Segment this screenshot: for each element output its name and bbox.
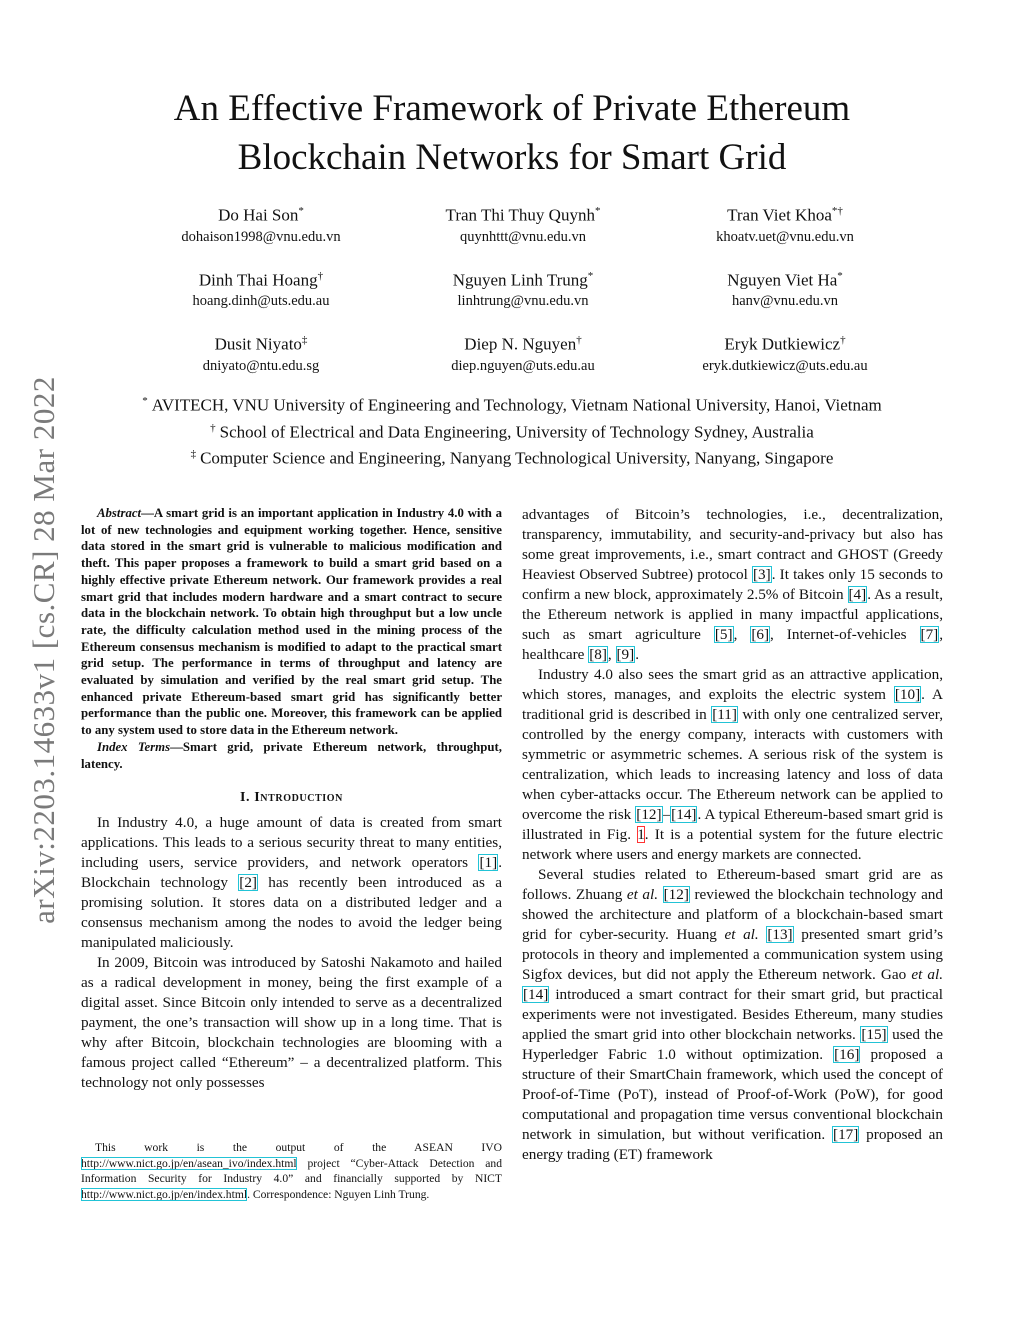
affiliation-list — [80, 390, 944, 470]
index-terms-label: Index Terms — [97, 739, 171, 754]
text-run: Several studies related to Ethereum-based smart grid are as follows. Zhuang — [522, 866, 943, 903]
citation-link[interactable]: [13] — [767, 926, 793, 943]
text-run: has recently been introduced as a promising solution. It stores data on a distributed ledger and a consensus mechanism among the nodes to avoid the ledger being manipulated maliciously. — [81, 874, 502, 952]
affiliation-mark: † — [210, 421, 216, 434]
index-terms: Index Terms—Smart grid, private Ethereum network, throughput, latency. — [81, 739, 502, 771]
citation-link[interactable]: [8] — [589, 646, 607, 663]
citation-link[interactable]: [2] — [239, 874, 257, 892]
citation-link[interactable]: [5] — [714, 626, 733, 643]
citation-link[interactable]: [10] — [894, 686, 921, 703]
author-affiliation-mark: * — [298, 205, 304, 217]
affiliation-mark: * — [142, 395, 148, 407]
text-run: . A typical Ethereum-based smart grid is illustrated in Fig. — [522, 806, 943, 843]
author-block — [654, 329, 916, 376]
author-block — [392, 200, 654, 247]
text-run: , Internet-of-vehicles — [770, 626, 920, 643]
author-email: linhtrung@vnu.edu.vn — [457, 293, 589, 310]
paragraph — [522, 665, 943, 865]
author-name: Tran Thi Thuy Quynh — [445, 205, 595, 225]
paragraph: In 2009, Bitcoin was introduced by Satoshi Nakamoto and hailed as a radical development in money, being the first example of a digital asset. Since Bitcoin only intended to serve as a decentralized payment, the one’s transaction will show up in a long time. That is why after Bitcoin, blockchain technologies are blooming with a famous project called “Ethereum” – a decentralized platform. This technology not only possesses — [81, 954, 502, 1092]
citation-link[interactable]: [3] — [753, 566, 771, 583]
affiliation-line — [80, 390, 944, 417]
text-run: . — [635, 646, 640, 663]
author-email: eryk.dutkiewicz@uts.edu.au — [702, 357, 868, 374]
left-column — [81, 505, 502, 1093]
author-name: Dusit Niyato — [214, 334, 302, 354]
text-run: reviewed the blockchain technology and showed the architecture and platform of a blockchain-based smart grid for cyber-security. Huang — [522, 886, 943, 943]
author-affiliation-mark: * — [587, 269, 594, 282]
abstract: Abstract—A smart grid is an important application in Industry 4.0 with a lot of new technologies and equipment working together. Hence, sensitive data stored in the smart grid is vulnerable to malicious modification and theft. This paper proposes a framework to build a smart grid based on a highly effective private Ethereum network. Our framework provides a real smart grid that includes modern hardware and a smart contract to secure data in the blockchain network. To obtain high throughput but a low uncle rate, the difficulty calculation method used in the mining process of the Ethereum consensus mechanism is modified to adapt to the practical smart grid setup. The performance in terms of throughput and latency are evaluated by simulation and verified by the real smart grid setup. The enhanced private Ethereum-based smart grid has significantly better performance than the public one. Moreover, this framework can be applied to any system used to store data in the Ethereum network. — [81, 506, 502, 738]
author-affiliation-mark: † — [840, 334, 846, 347]
author-name: Diep N. Nguyen — [464, 334, 577, 354]
text-run: . It takes only 15 seconds to confirm a new block, approximately 2.5% of Bitcoin — [522, 566, 943, 603]
index-terms-text: Smart grid, private Ethereum network, throughput, latency. — [81, 739, 502, 771]
affiliation-text: AVITECH, VNU University of Engineering and Technology, Vietnam National University, Hanoi, Vietnam — [151, 395, 882, 415]
text-run: introduced a smart contract for their smart grid, but practical experiments were not investigated. Besides Ethereum, many studies applied the smart grid into other blockchain networks. — [522, 986, 943, 1043]
paragraph — [522, 505, 943, 665]
author-name: Nguyen Linh Trung — [452, 270, 588, 290]
text-run: – — [662, 806, 671, 823]
citation-link[interactable]: [11] — [712, 706, 737, 723]
citation-link[interactable]: [14] — [671, 806, 697, 823]
author-email: hanv@vnu.edu.vn — [732, 293, 838, 310]
text-run: , — [733, 626, 751, 643]
citation-link[interactable]: [12] — [663, 886, 689, 903]
author-list — [130, 200, 916, 376]
citation-link[interactable]: [17] — [833, 1126, 859, 1143]
url-link[interactable]: http://www.nict.go.jp/en/asean_ivo/index.html — [81, 1156, 297, 1170]
author-affiliation-mark: † — [317, 269, 324, 282]
text-run: used the Hyperledger Fabric 1.0 without optimization. — [522, 1026, 943, 1063]
author-email: quynhttt@vnu.edu.vn — [459, 228, 587, 245]
author-name: Nguyen Viet Ha — [727, 270, 838, 290]
author-block — [130, 265, 392, 312]
citation-link[interactable]: [7] — [920, 626, 939, 643]
text-run: . It is a potential system for the future electric network where users and energy markets are connected. — [522, 826, 943, 863]
author-block — [392, 329, 654, 376]
affiliation-text: School of Electrical and Data Engineering, University of Technology Sydney, Australia — [219, 422, 814, 442]
paragraph — [81, 813, 502, 953]
url-link[interactable]: http://www.nict.go.jp/en/index.html — [81, 1187, 248, 1201]
affiliation-mark: ‡ — [190, 448, 197, 461]
text-run: . A traditional grid is described in — [522, 686, 943, 723]
text-run: , — [607, 646, 616, 663]
text-run: . Blockchain technology — [81, 854, 502, 892]
author-name: Tran Viet Khoa — [727, 205, 832, 225]
citation-link[interactable]: [15] — [861, 1026, 887, 1043]
text-run: advantages of Bitcoin’s technologies, i.e., decentralization, transparency, immutability, and security-and-privacy but also has some great improvements, i.e., smart contract and GHOST (Greedy Heaviest Observed Subtree) protocol — [522, 506, 943, 583]
author-affiliation-mark: * — [837, 269, 843, 282]
affiliation-line — [80, 443, 944, 470]
author-affiliation-mark: *† — [831, 205, 843, 217]
text-run: This work is the output of the ASEAN IVO — [95, 1141, 502, 1154]
author-name: Do Hai Son — [218, 205, 299, 225]
text-run: presented smart grid’s protocols in theory and implemented a communication system using Sigfox devices, but did not apply the Ethereum network. Gao — [522, 926, 944, 983]
author-email: khoatv.uet@vnu.edu.vn — [716, 228, 854, 245]
author-block — [130, 329, 392, 376]
author-name: Dinh Thai Hoang — [198, 270, 318, 290]
arxiv-identifier-text: arXiv:2203.14633v1 [cs.CR] 28 Mar 2022 — [26, 376, 62, 924]
author-block — [392, 265, 654, 312]
et-al: et al. — [911, 966, 944, 983]
author-block — [654, 265, 916, 312]
author-block — [130, 200, 392, 247]
text-run: . As a result, the Ethereum network is applied in many impactful applications, such as smart agriculture — [522, 586, 943, 643]
author-affiliation-mark: ‡ — [301, 334, 308, 347]
text-run: In Industry 4.0, a huge amount of data is created from smart applications. This leads to a serious security threat to many entities, including users, service providers, and network operators — [81, 814, 502, 872]
right-column — [522, 505, 943, 1165]
citation-link[interactable]: [6] — [751, 626, 770, 643]
citation-link[interactable]: [16] — [834, 1046, 860, 1063]
author-affiliation-mark: † — [576, 334, 582, 347]
affiliation-line — [80, 417, 944, 444]
paragraph — [522, 865, 943, 1165]
et-al: et al. — [724, 926, 759, 943]
section-number: I. — [239, 790, 251, 806]
author-email: dohaison1998@vnu.edu.vn — [181, 228, 341, 245]
citation-link[interactable]: [12] — [636, 806, 662, 823]
citation-link[interactable]: [4] — [848, 586, 867, 603]
paper-title: An Effective Framework of Private Ethereum Blockchain Networks for Smart Grid — [173, 88, 851, 178]
text-run: proposed an energy trading (ET) framework — [522, 1126, 943, 1163]
author-block — [654, 200, 916, 247]
et-al: et al. — [626, 886, 659, 903]
arxiv-identifier-stamp — [22, 350, 66, 950]
text-run: . Correspondence: Nguyen Linh Trung. — [247, 1187, 430, 1201]
text-run: project “Cyber-Attack Detection and Information Security for Industry 4.0” and financially supported by NICT — [81, 1156, 502, 1185]
author-name: Eryk Dutkiewicz — [724, 334, 841, 354]
author-email: dniyato@ntu.edu.sg — [202, 357, 320, 374]
text-run: Industry 4.0 also sees the smart grid as an attractive application, which stores, manages, and exploits the electric system — [522, 666, 943, 703]
affiliation-text: Computer Science and Engineering, Nanyang Technological University, Nanyang, Singapore — [200, 448, 834, 468]
text-run: proposed a structure of their SmartChain framework, which used the concept of Proof-of-Time (PoT), instead of Proof-of-Work (PoW), for good computational and propagation time versus conventional blockchain network in simulation, but without verification. — [522, 1046, 943, 1143]
figure-link[interactable]: 1 — [637, 826, 645, 843]
citation-link[interactable]: [14] — [523, 986, 549, 1003]
author-affiliation-mark: * — [594, 205, 601, 217]
section-heading — [81, 790, 502, 806]
author-email: hoang.dinh@uts.edu.au — [192, 293, 330, 310]
abstract-label: Abstract — [97, 506, 142, 520]
footnote — [81, 1140, 502, 1202]
citation-link[interactable]: [9] — [616, 646, 635, 663]
text-run: with only one centralized server, controlled by the energy company, interacts with customers with symmetric or asymmetric schemes. A serious risk of the system is centralization, which leads to increasing latency and loss of data when cyber-attacks occur. The Ethereum network can be applied to overcome the risk — [522, 706, 943, 823]
author-email: diep.nguyen@uts.edu.au — [451, 357, 595, 374]
section-title: Introduction — [254, 790, 344, 806]
abstract-text: A smart grid is an important application in Industry 4.0 with a lot of new technologies and equipment working together. Hence, sensitive data stored in the smart grid is vulnerable to malicious modification and theft. This paper proposes a framework to build a smart grid based on a highly effective private Ethereum network. Our framework provides a real smart grid that includes modern hardware and a smart contract to secure data in the blockchain network. To obtain high throughput but a low uncle rate, the difficulty calculation method used in the mining process of the Ethereum consensus mechanism is modified to adapt to the practical smart grid setup. The performance in terms of throughput and latency are evaluated by simulation and verified by the real smart grid setup. The enhanced private Ethereum-based smart grid has significantly better performance than the public one. Moreover, this framework can be applied to any system used to store data in the Ethereum network. — [81, 506, 502, 738]
text-run: , healthcare — [522, 626, 944, 663]
citation-link[interactable]: [1] — [479, 854, 498, 872]
